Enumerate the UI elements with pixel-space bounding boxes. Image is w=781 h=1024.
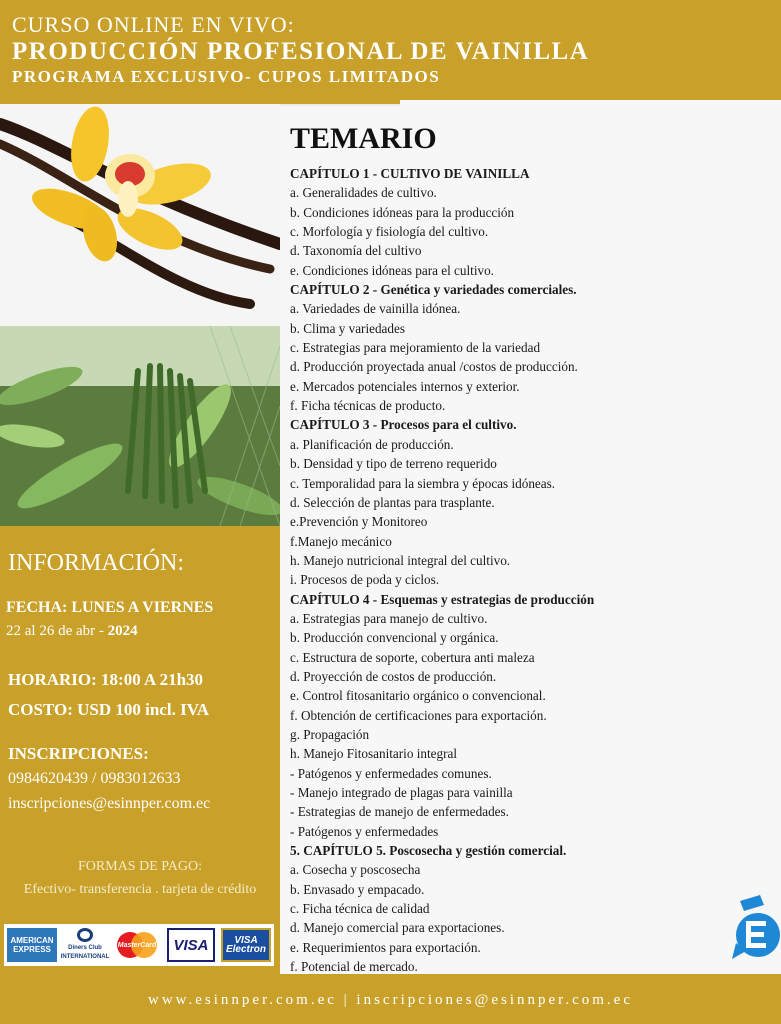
syllabus-item: e. Control fitosanitario orgánico o convencional. [290,688,546,704]
syllabus-list [290,164,770,976]
syllabus-item: e. Mercados potenciales internos y exterior. [290,378,520,394]
syllabus-item: i. Procesos de poda y ciclos. [290,572,440,588]
diners-club-logo-icon [60,928,110,962]
footer-contact[interactable]: www.esinnper.com.ec | inscripciones@esinnper.com.ec [148,992,633,1008]
syllabus-chapter-heading: CAPÍTULO 1 - CULTIVO DE VAINILLA [290,166,530,181]
cost: COSTO: USD 100 incl. IVA [8,700,210,719]
visa-electron-brand: VISA [234,935,258,946]
date-year: 2024 [107,623,138,639]
syllabus-item: f. Obtención de certificaciones para exportación. [290,707,547,723]
syllabus-item: a. Cosecha y poscosecha [290,862,421,878]
syllabus-chapter-heading: CAPÍTULO 3 - Procesos para el cultivo. [290,417,517,433]
date-label: FECHA: LUNES A VIERNES [6,599,214,616]
vanilla-plant-image [0,326,280,526]
syllabus-panel [280,106,781,974]
syllabus-item: c. Temporalidad para la siembra y épocas idóneas. [290,475,556,491]
visa-logo-icon: VISA [167,928,215,962]
payment-label: FORMAS DE PAGO: [78,859,202,874]
visa-electron-sub: Electron [225,944,266,955]
syllabus-item: c. Estrategias para mejoramiento de la variedad [290,340,541,356]
course-type: CURSO ONLINE EN VIVO: [12,12,295,37]
syllabus-item: e. Requerimientos para exportación. [290,939,481,955]
syllabus-item: c. Morfología y fisiología del cultivo. [290,224,489,240]
syllabus-chapter-heading: 5. CAPÍTULO 5. Poscosecha y gestión comercial. [290,843,567,859]
syllabus-item: a. Variedades de vainilla idónea. [290,301,461,317]
syllabus-item: e. Condiciones idóneas para el cultivo. [290,262,494,278]
esinnper-logo-icon [730,893,780,963]
syllabus-item: - Patógenos y enfermedades [290,823,439,839]
syllabus-chapter-heading: CAPÍTULO 2 - Genética y variedades comerciales. [290,282,577,298]
syllabus-item: a. Planificación de producción. [290,436,454,452]
phone-numbers[interactable]: 0984620439 / 0983012633 [8,770,181,787]
payment-cards [4,924,274,966]
syllabus-item: b. Clima y variedades [290,320,405,336]
syllabus-item: b. Producción convencional y orgánica. [290,630,499,646]
syllabus-item: a. Generalidades de cultivo. [290,185,437,201]
diners-circle [77,928,93,942]
syllabus-item: h. Manejo Fitosanitario integral [290,746,458,762]
mastercard-logo-icon [113,928,161,962]
payment-methods: Efectivo- transferencia . tarjeta de crédito [23,882,257,897]
syllabus-item: - Estrategias de manejo de enfermedades. [290,804,509,820]
syllabus-item: f. Ficha técnicas de producto. [290,398,446,414]
info-title: INFORMACIÓN: [8,550,185,576]
schedule: HORARIO: 18:00 A 21h30 [8,670,204,689]
syllabus-item: c. Ficha técnica de calidad [290,901,430,917]
mastercard-text: MasterCard [117,941,157,949]
amex-logo-icon: AMERICAN EXPRESS [7,928,57,962]
syllabus-item: - Patógenos y enfermedades comunes. [290,765,492,781]
date-range: 22 al 26 de abr - [6,623,104,639]
footer-bar [0,974,781,1024]
registration-label: INSCRIPCIONES: [8,744,149,763]
vanilla-flower-image [0,104,280,326]
course-subtitle: PROGRAMA EXCLUSIVO- CUPOS LIMITADOS [12,67,441,86]
syllabus-item: f.Manejo mecánico [290,533,392,549]
visa-electron-logo-icon [221,928,271,962]
syllabus-item: - Manejo integrado de plagas para vainilla [290,785,513,800]
syllabus-title: TEMARIO [290,122,437,155]
header-banner [0,0,781,104]
syllabus-item: d. Producción proyectada anual /costos de producción. [290,359,578,375]
registration-email[interactable]: inscripciones@esinnper.com.ec [8,795,211,812]
syllabus-item: c. Estructura de soporte, cobertura anti maleza [290,649,535,665]
syllabus-item: d. Selección de plantas para trasplante. [290,494,495,510]
syllabus-item: g. Propagación [290,726,370,742]
diners-text: Diners Club INTERNATIONAL [60,945,110,960]
syllabus-item: b. Condiciones idóneas para la producción [290,204,515,220]
syllabus-item: f. Potencial de mercado. [290,959,418,975]
course-title: PRODUCCIÓN PROFESIONAL DE VAINILLA [12,38,590,65]
syllabus-item: d. Taxonomía del cultivo [290,243,422,259]
info-panel [0,526,280,974]
syllabus-item: b. Densidad y tipo de terreno requerido [290,456,497,472]
syllabus-item: d. Proyección de costos de producción. [290,668,497,684]
syllabus-item: e.Prevención y Monitoreo [290,514,428,530]
date-value [6,623,138,640]
syllabus-item: d. Manejo comercial para exportaciones. [290,920,505,936]
syllabus-chapter-heading: CAPÍTULO 4 - Esquemas y estrategias de producción [290,591,595,607]
syllabus-item: a. Estrategias para manejo de cultivo. [290,610,488,626]
syllabus-item: h. Manejo nutricional integral del cultivo. [290,552,511,568]
syllabus-item: b. Envasado y empacado. [290,881,425,897]
